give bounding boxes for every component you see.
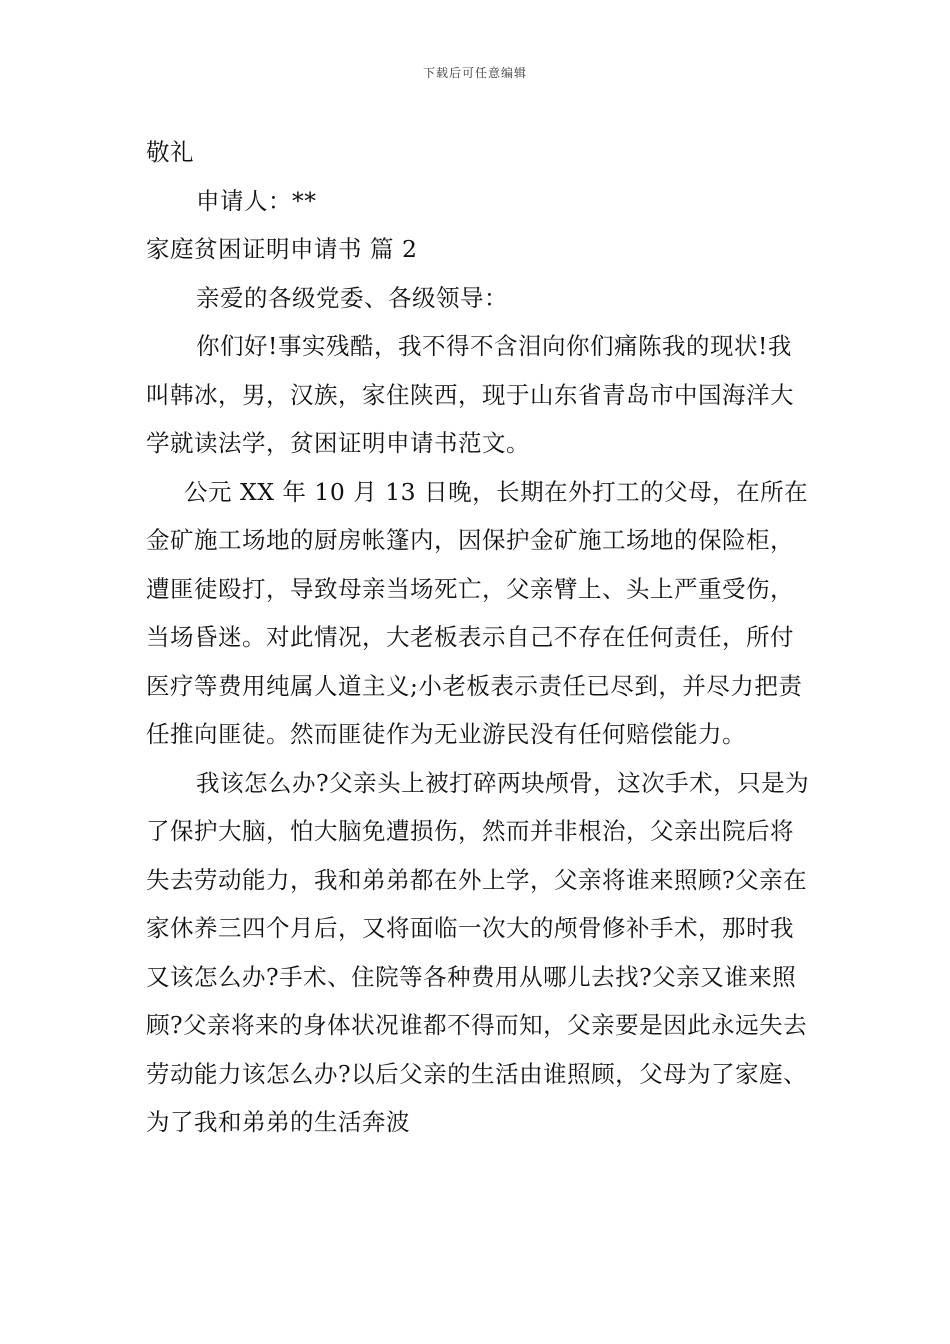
document-body (146, 128, 810, 1147)
paragraph-1: 你们好!事实残酷，我不得不含泪向你们痛陈我的现状!我叫韩冰，男，汉族，家住陕西，现于山东省青岛市中国海洋大学就读法学，贫困证明申请书范文。 (146, 332, 794, 457)
paragraph-2: 公元 XX 年 10 月 13 日晚，长期在外打工的父母，在所在金矿施工场地的厨房帐篷内，因保护金矿施工场地的保险柜，遭匪徒殴打，导致母亲当场死亡，父亲臂上、头上严重受伤，当场昏迷。对此情况，大老板表示自己不存在任何责任，所付医疗等费用纯属人道主义;小老板表示责任已尽到，并尽力把责任推向匪徒。然而匪徒作为无业游民没有任何赔偿能力。 (146, 477, 809, 748)
applicant-line: 申请人：** (196, 186, 317, 215)
paragraph-3: 我该怎么办?父亲头上被打碎两块颅骨，这次手术，只是为了保护大脑，怕大脑免遭损伤，然而并非根治，父亲出院后将失去劳动能力，我和弟弟都在外上学，父亲将谁来照顾?父亲在家休养三四个月后，又将面临一次大的颅骨修补手术，那时我又该怎么办?手术、住院等各种费用从哪儿去找?父亲又谁来照顾?父亲将来的身体状况谁都不得而知，父亲要是因此永远失去劳动能力该怎么办?以后父亲的生活由谁照顾，父母为了家庭、为了我和弟弟的生活奔波 (146, 768, 810, 1136)
section-title: 家庭贫困证明申请书 篇 2 (146, 235, 418, 263)
salutation-line: 亲爱的各级党委、各级领导： (196, 283, 508, 312)
closing-line: 敬礼 (146, 138, 194, 166)
page-header: 下载后可任意编辑 (422, 66, 527, 80)
